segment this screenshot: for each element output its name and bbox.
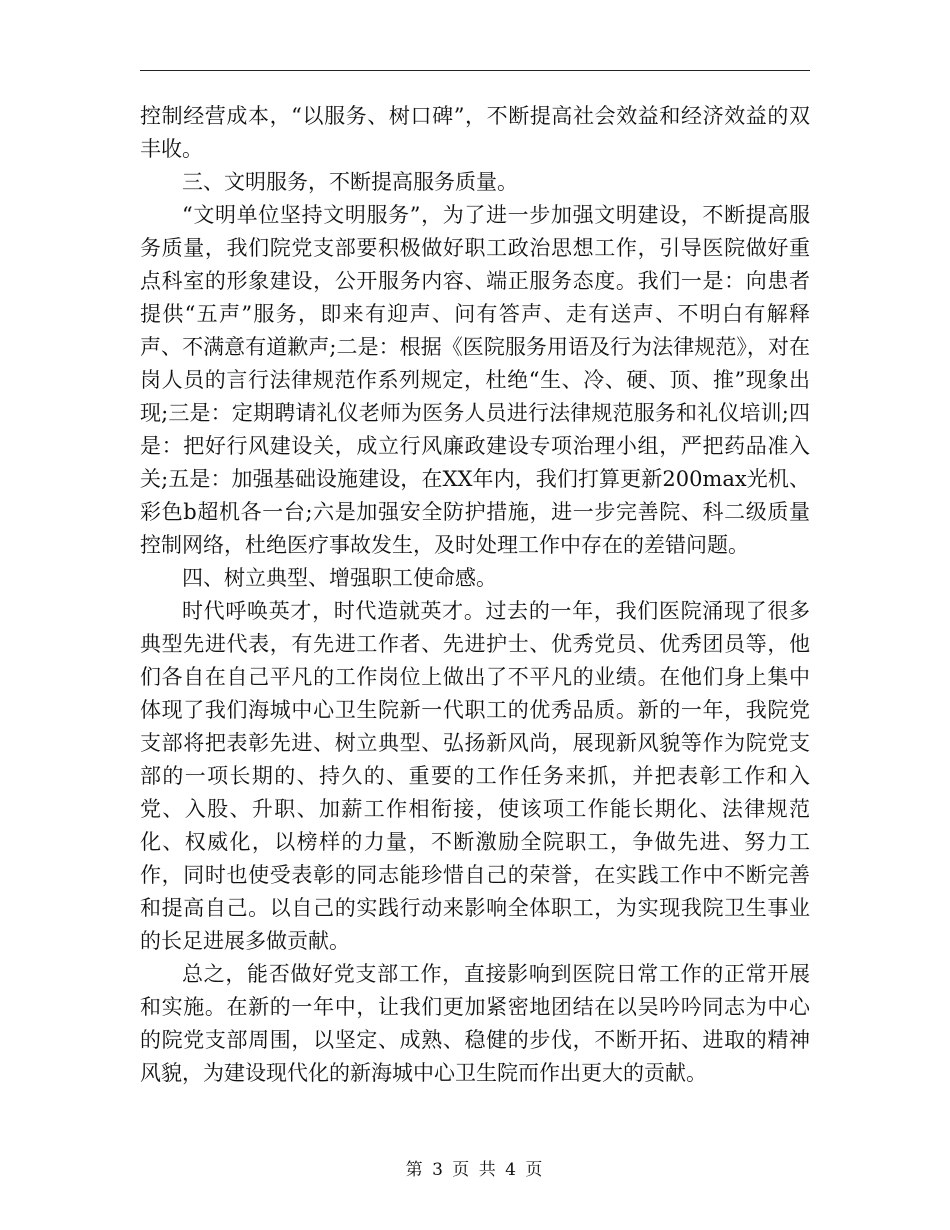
section-heading: 四、树立典型、增强职工使命感。 — [182, 566, 497, 590]
paragraph: 控制经营成本，“以服务、树口碑”，不断提高社会效益和经济效益的双丰收。 — [140, 104, 810, 161]
section-heading: 三、文明服务，不断提高服务质量。 — [182, 170, 518, 194]
document-body — [140, 100, 810, 1090]
paragraph: 时代呼唤英才，时代造就英才。过去的一年，我们医院涌现了很多典型先进代表，有先进工作者、先进护士、优秀党员、优秀团员等，他们各自在自己平凡的工作岗位上做出了不平凡的业绩。在他们身上集中体现了我们海城中心卫生院新一代职工的优秀品质。新的一年，我院党支部将把表彰先进、树立典型、弘扬新风尚，展现新风貌等作为院党支部的一项长期的、持久的、重要的工作任务来抓，并把表彰工作和入党、入股、升职、加薪工作相衔接，使该项工作能长期化、法律规范化、权威化，以榜样的力量，不断激励全院职工，争做先进、努力工作，同时也使受表彰的同志能珍惜自己的荣誉，在实践工作中不断完善和提高自己。以自己的实践行动来影响全体职工，为实现我院卫生事业的长足进展多做贡献。 — [140, 599, 810, 953]
page-number: 第 3 页 共 4 页 — [405, 1160, 545, 1180]
paragraph: “文明单位坚持文明服务”，为了进一步加强文明建设，不断提高服务质量，我们院党支部要积极做好职工政治思想工作，引导医院做好重点科室的形象建设，公开服务内容、端正服务态度。我们一是：向患者提供“五声”服务，即来有迎声、问有答声、走有送声、不明白有解释声、不满意有道歉声;二是：根据《医院服务用语及行为法律规范》，对在岗人员的言行法律规范作系列规定，杜绝“生、冷、硬、顶、推”现象出现;三是：定期聘请礼仪老师为医务人员进行法律规范服务和礼仪培训;四是：把好行风建设关，成立行风廉政建设专项治理小组，严把药品准入关;五是：加强基础设施建设，在XX年内，我们打算更新200max光机、彩色b超机各一台;六是加强安全防护措施，进一步完善院、科二级质量控制网络，杜绝医疗事故发生，及时处理工作中存在的差错问题。 — [140, 203, 810, 557]
paragraph: 总之，能否做好党支部工作，直接影响到医院日常工作的正常开展和实施。在新的一年中，让我们更加紧密地团结在以吴吟吟同志为中心的院党支部周围，以坚定、成熟、稳健的步伐，不断开拓、进取的精神风貌，为建设现代化的新海城中心卫生院而作出更大的贡献。 — [140, 962, 810, 1085]
header-rule — [140, 70, 810, 71]
